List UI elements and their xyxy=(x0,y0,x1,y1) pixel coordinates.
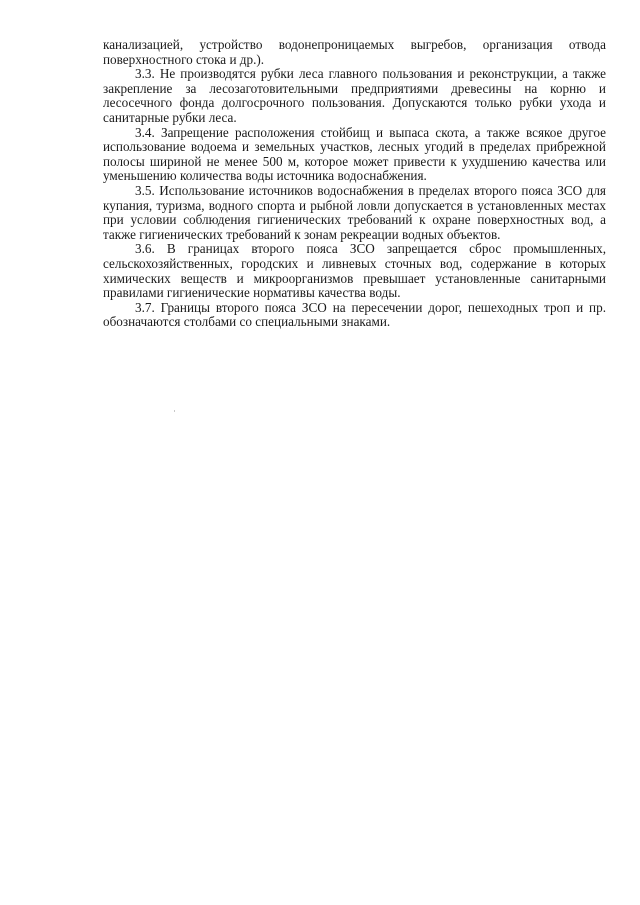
document-body xyxy=(103,38,606,330)
scan-speck xyxy=(174,410,175,412)
paragraph-3-7: 3.7. Границы второго пояса ЗСО на пересечении дорог, пешеходных троп и пр. обозначаются столбами со специальными знаками. xyxy=(103,299,606,330)
paragraph-3-3: 3.3. Не производятся рубки леса главного пользования и реконструкции, а также закрепление за лесозаготовительными предприятиями древесины на корню и лесосечного фонда долгосрочного пользования. Допускаются только рубки ухода и санитарные рубки леса. xyxy=(103,66,606,125)
paragraph-3-5: 3.5. Использование источников водоснабжения в пределах второго пояса ЗСО для купания, туризма, водного спорта и рыбной ловли допускается в установленных местах при условии соблюдения гигиенических требований к охране поверхностных вод, а также гигиенических требований к зонам рекреации водных объектов. xyxy=(103,182,606,242)
paragraph-continuation: канализацией, устройство водонепроницаемых выгребов, организация отвода поверхностного стока и др.). xyxy=(103,37,606,67)
paragraph-3-4: 3.4. Запрещение расположения стойбищ и выпаса скота, а также всякое другое использование водоема и земельных участков, лесных угодий в пределах прибрежной полосы шириной не менее 500 м, которое может привести к ухудшению качества или уменьшению количества воды источника водоснабжения. xyxy=(103,124,606,184)
paragraph-3-6: 3.6. В границах второго пояса ЗСО запрещается сброс промышленных, сельскохозяйственных, городских и ливневых сточных вод, содержание в которых химических веществ и микроорганизмов превышает установленные санитарными правилами гигиенические нормативы качества воды. xyxy=(103,241,606,301)
